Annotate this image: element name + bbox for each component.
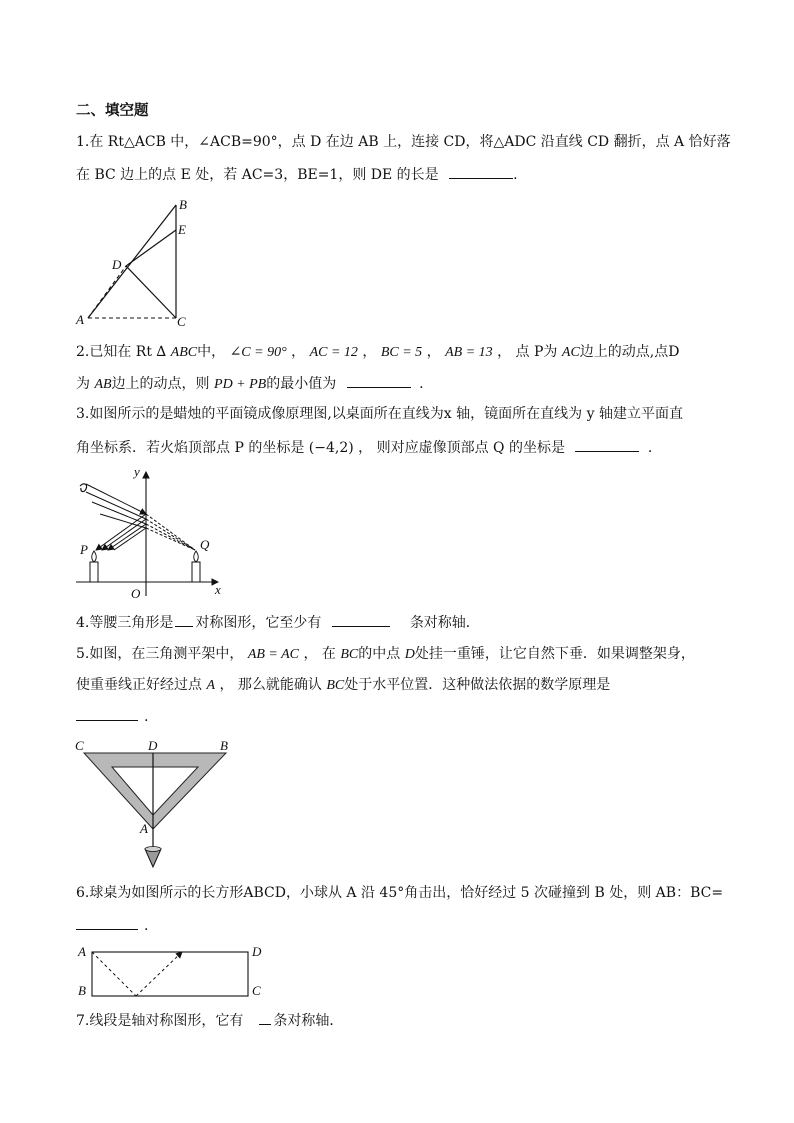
q5-line1: [76, 645, 695, 664]
q2-line1: [76, 343, 679, 362]
q6-line1: 6.球桌为如图所示的长方形ABCD，小球从 A 沿 45°角击出，恰好经过 5 次碰撞到 B 处，则 AB：BC=: [76, 885, 724, 901]
q6-table-rect: [92, 952, 248, 996]
q5-line2: [76, 676, 610, 695]
q3-incident-rays: [86, 484, 146, 528]
q5-line3: [76, 706, 148, 726]
q5-plumb-bob-top: [145, 847, 161, 852]
q5-math-bc: BC: [340, 647, 359, 662]
q6-label-b: B: [78, 983, 86, 998]
q5-math-ab-ac: AB = AC: [247, 647, 299, 662]
q1-text: 在 BC 边上的点 E 处，若 AC=3，BE=1，则 DE 的长是: [76, 167, 439, 183]
q3-reflected-rays: [96, 514, 146, 550]
q3-candle-left: [90, 551, 98, 582]
q5-label-d: D: [148, 738, 158, 753]
q3-label-o: O: [131, 586, 141, 601]
q5-label-b: B: [220, 738, 228, 753]
q2-text: ， 点 P为: [492, 344, 562, 360]
q5-text: 处挂一重锤，让它自然下垂．如果调整架身，: [414, 646, 695, 662]
q2-math-pd-pb: PD + PB: [214, 377, 267, 392]
q1-segment-de: [126, 230, 176, 266]
q1-label-d: D: [112, 257, 122, 272]
q2-math-ab-side: AB: [94, 377, 112, 392]
q6-figure: [74, 942, 274, 1002]
q2-math-ab: AB = 13: [445, 345, 493, 360]
q1-segment-dc: [126, 266, 176, 318]
q5-end: .: [144, 709, 149, 725]
q1-line2: [76, 164, 518, 184]
q4-blank-2: [332, 612, 390, 627]
q7-text: 7.线段是轴对称图形，它有: [76, 1013, 244, 1029]
q2-math-ac-side: AC: [561, 345, 580, 360]
q5-text: 使重垂线正好经过点: [76, 677, 207, 693]
q6-label-a: A: [78, 944, 86, 959]
q5-math-d: D: [404, 647, 415, 662]
q1-label-e: E: [178, 222, 186, 237]
q7-text: 条对称轴．: [273, 1013, 344, 1029]
q1-label-a: A: [76, 312, 84, 327]
q3-math-coord: (−4,2): [308, 440, 354, 456]
q6-answer-blank: [76, 915, 138, 930]
q7-blank: [259, 1010, 271, 1025]
q1-label-c: C: [177, 314, 186, 329]
q4-line: [76, 612, 480, 632]
q5-text: ， 在: [299, 646, 341, 662]
q2-text: ，: [422, 344, 446, 360]
q5-text: ， 那么就能确认: [215, 677, 327, 693]
q2-math-angle-c: ∠C = 90°: [229, 345, 287, 360]
q6-end: .: [144, 918, 149, 934]
section-title: 二、填空题: [76, 103, 149, 119]
q2-text: 2.已知在 Rt ∆: [76, 344, 171, 360]
q6-line2: [76, 915, 148, 935]
q3-line1: 3.如图所示的是蜡烛的平面镜成像原理图,以桌面所在直线为x 轴，镜面所在直线为 y 轴建立平面直: [76, 406, 683, 422]
q1-answer-blank: [449, 164, 513, 179]
q2-math-bc: BC = 5: [380, 345, 423, 360]
q2-text: 中，: [197, 344, 230, 360]
q5-math-a: A: [206, 678, 216, 693]
q2-text: 边上的动点,点D: [579, 344, 680, 360]
q4-text: 对称图形，它至少有: [195, 615, 322, 631]
q1-line1: 1.在 Rt△ACB 中，∠ACB=90°，点 D 在边 AB 上，连接 CD，将△ADC 沿直线 CD 翻折，点 A 恰好落: [76, 134, 731, 150]
q3-label-q: Q: [200, 537, 210, 552]
q5-triangle-frame: [84, 753, 226, 829]
q5-label-a: A: [140, 821, 148, 836]
q4-blank-1: [175, 612, 193, 627]
q1-figure: [70, 192, 210, 332]
q5-figure: [72, 735, 242, 875]
q1-segment-ad-dashed: [88, 266, 126, 318]
q3-answer-blank: [575, 437, 639, 452]
q2-text: ，: [286, 344, 310, 360]
q2-text: 为: [76, 376, 95, 392]
q2-text: 边上的动点，则: [111, 376, 215, 392]
q3-candle-right: [192, 551, 200, 582]
q3-eye-icon: [80, 484, 87, 492]
q3-virtual-rays: [146, 514, 195, 550]
q3-line2: [76, 437, 652, 457]
q2-end: .: [419, 376, 424, 392]
q2-text: ，: [357, 344, 381, 360]
q4-text: 条对称轴．: [409, 615, 480, 631]
q3-text: ， 则对应虚像顶部点 Q 的坐标是: [353, 440, 565, 456]
q2-math-abc: ABC: [170, 345, 198, 360]
q5-text: 处于水平位置．这种做法依据的数学原理是: [344, 677, 611, 693]
q5-label-c: C: [75, 738, 84, 753]
q4-text: 4.等腰三角形是: [76, 615, 174, 631]
q6-path-1: [92, 952, 136, 996]
q1-label-b: B: [179, 197, 187, 212]
q5-text: 的中点: [358, 646, 405, 662]
q6-path-2: [136, 952, 182, 996]
q3-label-p: P: [80, 542, 88, 557]
q5-answer-blank: [76, 706, 138, 721]
q7-line: [76, 1010, 343, 1030]
q3-end: .: [647, 440, 653, 456]
q2-line2: [76, 373, 424, 394]
q3-text: 角坐标系．若火焰顶部点 P 的坐标是: [76, 440, 309, 456]
q3-label-y: y: [134, 464, 140, 479]
q2-math-ac: AC = 12: [309, 345, 358, 360]
q6-label-d: D: [252, 944, 262, 959]
q3-label-x: x: [215, 582, 221, 597]
q1-end: .: [513, 167, 518, 183]
q3-figure: [72, 462, 232, 602]
q6-label-c: C: [252, 983, 261, 998]
q5-text: 5.如图，在三角测平架中，: [76, 646, 248, 662]
q5-math-bc: BC: [326, 678, 345, 693]
q2-answer-blank: [347, 373, 411, 388]
q2-text: 的最小值为: [266, 376, 337, 392]
